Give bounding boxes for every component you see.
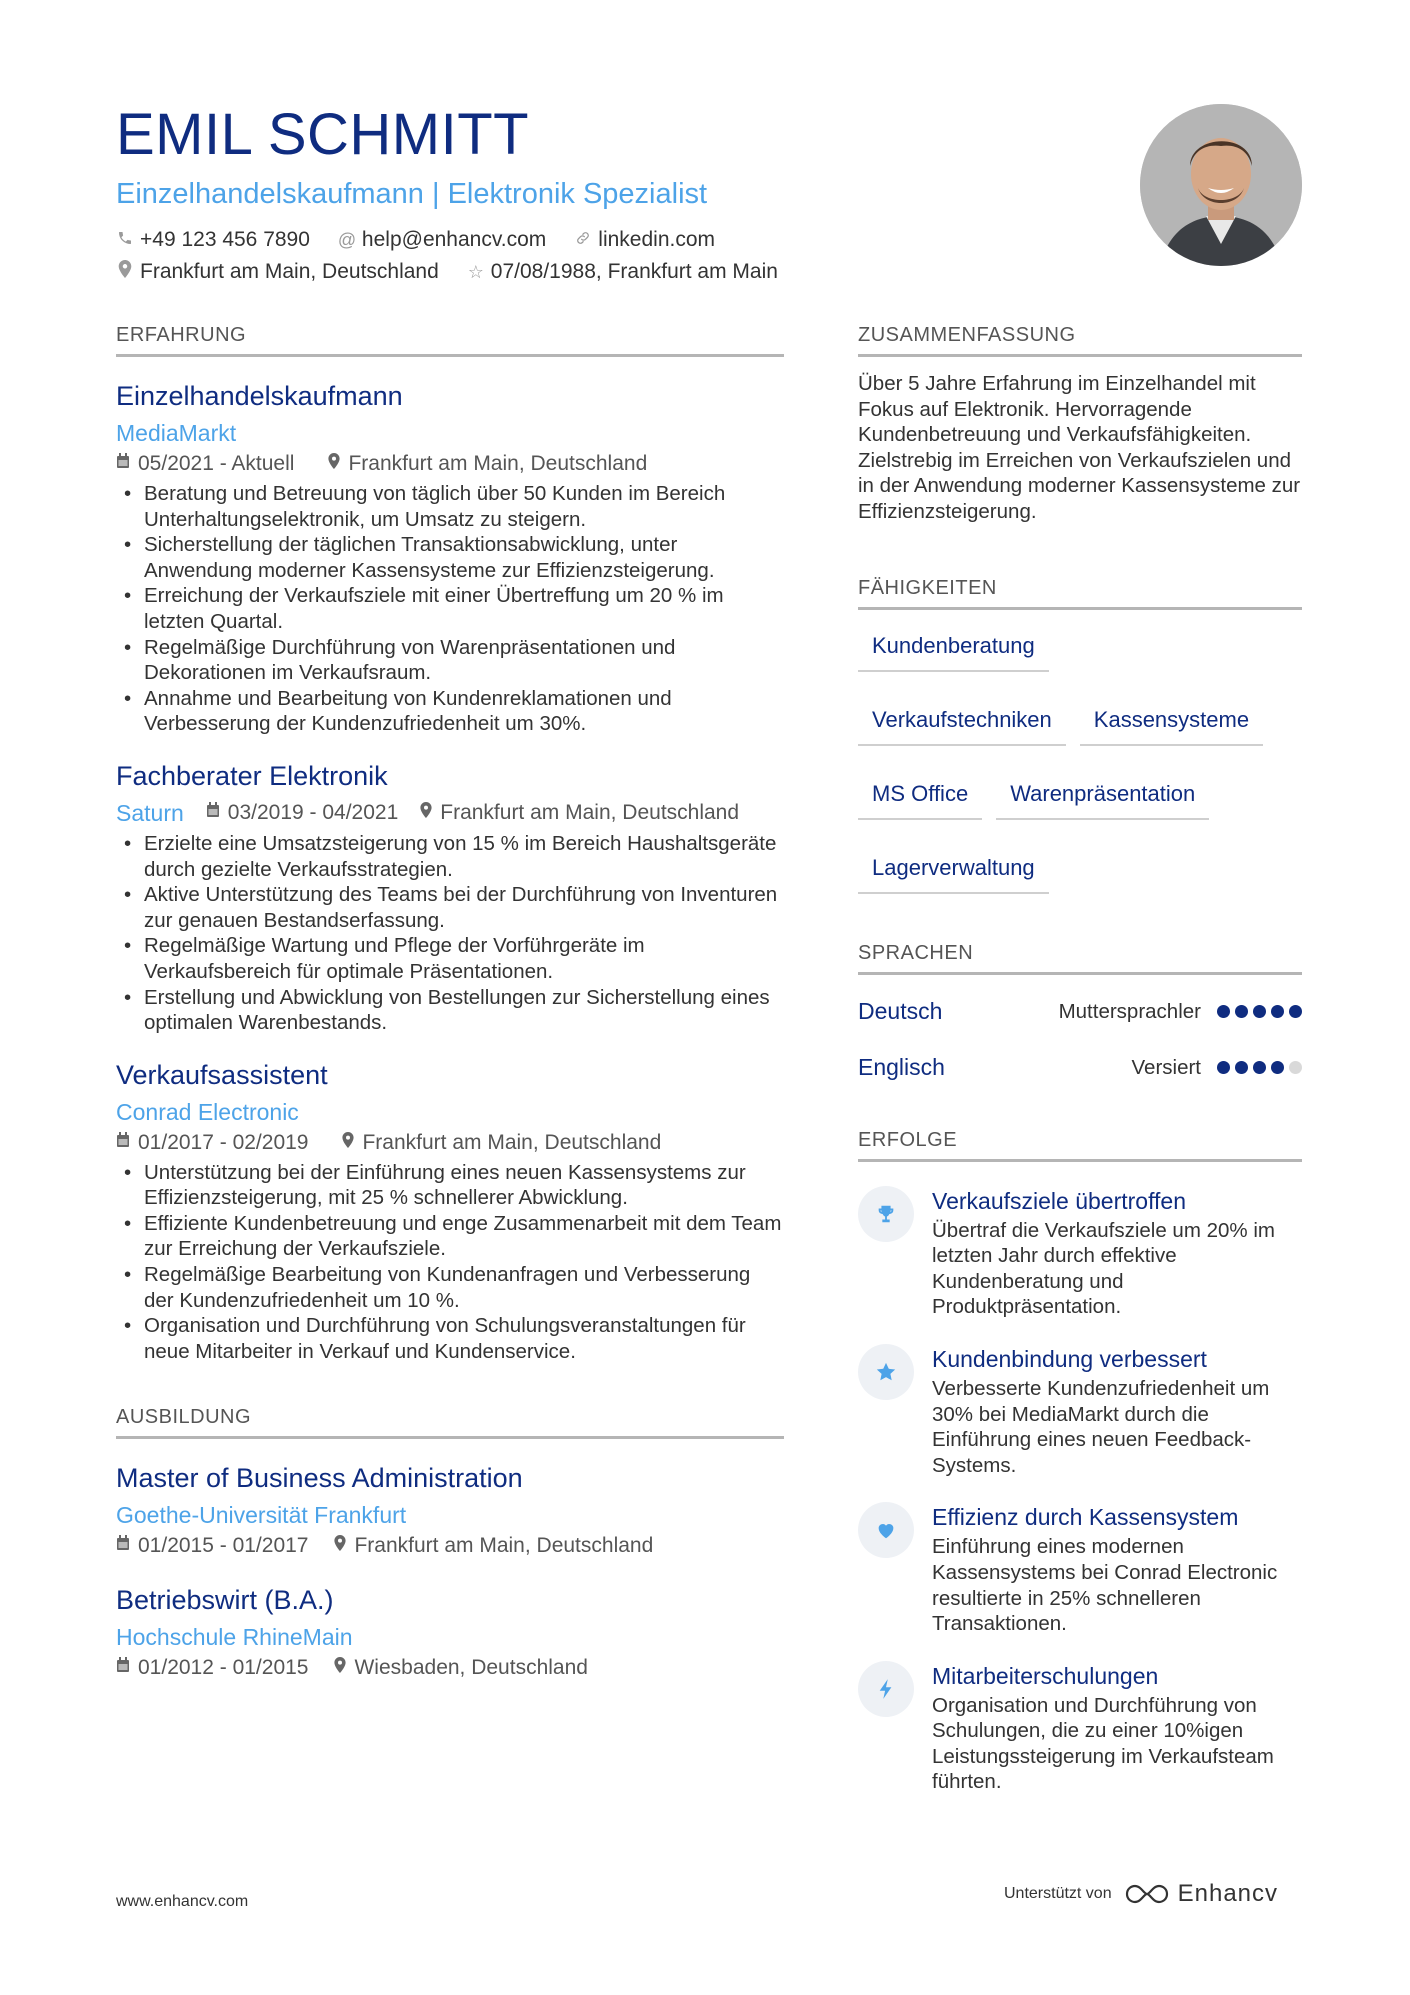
enhancv-logo[interactable] (1124, 1880, 1278, 1908)
education-location: Wiesbaden, Deutschland (354, 1656, 588, 1680)
calendar-icon (116, 1653, 130, 1683)
company-name: MediaMarkt (116, 420, 237, 446)
education-dates: 01/2015 - 01/2017 (138, 1534, 309, 1558)
header (116, 104, 1116, 288)
job-entry (116, 1058, 784, 1365)
brand-name: Enhancv (1177, 1880, 1279, 1907)
job-dates: 03/2019 - 04/2021 (227, 800, 399, 824)
calendar-icon (116, 1128, 130, 1158)
bullet-item: • Erstellung und Abwicklung von Bestellungen zur Sicherstellung eines optimalen Warenbestands. (116, 985, 784, 1036)
bullet-item: • Regelmäßige Durchführung von Warenpräsentationen und Dekorationen im Verkaufsraum. (116, 635, 784, 686)
language-row (858, 1049, 1302, 1087)
language-level: Muttersprachler (1058, 999, 1201, 1023)
degree-title: Betriebswirt (B.A.) (116, 1585, 334, 1616)
achievement-title: Effizienz durch Kassensystem (932, 1504, 1239, 1531)
job-location: Frankfurt am Main, Deutschland (362, 1130, 662, 1154)
bullet-item: • Annahme und Bearbeitung von Kundenreklamationen und Verbesserung der Kundenzufriedenheit um 30%. (116, 686, 784, 737)
candidate-name: EMIL SCHMITT (116, 102, 530, 167)
phone-text: +49 123 456 7890 (140, 228, 310, 251)
heart-icon (858, 1502, 914, 1558)
job-meta (116, 797, 784, 829)
education-entry (116, 1583, 784, 1683)
achievement-item (858, 1186, 1302, 1320)
location-text: Frankfurt am Main, Deutschland (140, 260, 439, 283)
at-icon: @ (337, 230, 357, 250)
bullet-item: • Erreichung der Verkaufsziele mit einer Übertreffung um 20 % im letzten Quartal. (116, 583, 784, 634)
email-text[interactable]: help@enhancv.com (361, 228, 547, 251)
skill-tag: Verkaufstechniken (858, 700, 1066, 746)
bolt-icon (858, 1661, 914, 1717)
bullet-item: • Aktive Unterstützung des Teams bei der Durchführung von Inventuren zur genauen Bestandserfassung. (116, 882, 784, 933)
achievement-title: Kundenbindung verbessert (932, 1345, 1207, 1372)
contact-linkedin[interactable] (574, 224, 715, 256)
calendar-icon (116, 449, 130, 479)
enhancv-mark-icon (1124, 1882, 1170, 1906)
achievement-item (858, 1344, 1302, 1478)
bullet-item: • Sicherstellung der täglichen Transaktionsabwicklung, unter Anwendung moderner Kassensysteme zur Effizienzsteigerung. (116, 532, 784, 583)
section-title-achievements: ERFOLGE (858, 1127, 1302, 1162)
avatar (1140, 104, 1302, 266)
location-pin-icon (420, 798, 432, 828)
star-icon (858, 1344, 914, 1400)
education-dates: 01/2012 - 01/2015 (138, 1656, 309, 1680)
language-name: Deutsch (858, 998, 943, 1025)
bullet-item: • Regelmäßige Wartung und Pflege der Vorführgeräte im Verkaufsbereich für optimale Präsentationen. (116, 933, 784, 984)
phone-icon (116, 224, 134, 256)
language-row (858, 993, 1302, 1031)
education-meta (116, 1531, 784, 1561)
location-pin-icon (334, 1531, 346, 1561)
skill-tag: Lagerverwaltung (858, 848, 1049, 894)
language-level: Versiert (1131, 1055, 1201, 1079)
summary-text: Über 5 Jahre Erfahrung im Einzelhandel mit Fokus auf Elektronik. Hervorragende Kundenbetreuung und Verkaufsfähigkeiten. Zielstrebig im Erreichen von Verkaufszielen und in der Anwendung moderner Kassensysteme zur Effizienzsteigerung. (858, 372, 1301, 523)
contact-location (116, 256, 439, 288)
powered-by-text: Unterstützt von (1004, 1885, 1112, 1902)
contact-phone (116, 224, 310, 256)
rating-dot-filled (1271, 1005, 1284, 1018)
rating-dot-filled (1289, 1005, 1302, 1018)
education-entry (116, 1461, 784, 1561)
achievement-desc: Einführung eines modernen Kassensystems bei Conrad Electronic resultierte in 25% schnelleren Transaktionen. (932, 1535, 1278, 1636)
achievement-title: Mitarbeiterschulungen (932, 1662, 1159, 1689)
school-name: Goethe-Universität Frankfurt (116, 1502, 407, 1529)
link-icon (574, 224, 592, 256)
bullet-item: • Regelmäßige Bearbeitung von Kundenanfragen und Verbesserung der Kundenzufriedenheit um 10 %. (116, 1262, 784, 1313)
language-rating (1217, 1061, 1302, 1074)
skills-list (858, 626, 1302, 894)
skill-tag: Kassensysteme (1080, 700, 1263, 746)
skill-tag: Warenpräsentation (996, 774, 1209, 820)
section-title-education: AUSBILDUNG (116, 1404, 784, 1439)
rating-dot-filled (1217, 1061, 1230, 1074)
achievement-desc: Verbesserte Kundenzufriedenheit um 30% bei MediaMarkt durch die Einführung eines neuen Feedback-Systems. (932, 1376, 1270, 1477)
job-dates: 05/2021 - Aktuell (138, 452, 295, 475)
left-column (116, 322, 784, 1683)
education-location: Frankfurt am Main, Deutschland (354, 1534, 654, 1558)
linkedin-text[interactable]: linkedin.com (598, 228, 716, 251)
achievement-desc: Organisation und Durchführung von Schulungen, die zu einer 10%igen Leistungssteigerung im Verkaufsteam führten. (932, 1693, 1274, 1794)
section-title-languages: SPRACHEN (858, 940, 1302, 975)
rating-dot-filled (1235, 1061, 1248, 1074)
rating-dot-filled (1253, 1061, 1266, 1074)
location-pin-icon (116, 256, 134, 288)
rating-dot-filled (1271, 1061, 1284, 1074)
bullet-item: • Beratung und Betreuung von täglich über 50 Kunden im Bereich Unterhaltungselektronik, um Umsatz zu steigern. (116, 481, 784, 532)
section-title-summary: ZUSAMMENFASSUNG (858, 322, 1302, 357)
rating-dot-filled (1253, 1005, 1266, 1018)
achievement-item (858, 1661, 1302, 1795)
contact-email[interactable] (338, 224, 546, 256)
rating-dot-empty (1289, 1061, 1302, 1074)
job-entry (116, 759, 784, 1036)
job-location: Frankfurt am Main, Deutschland (440, 800, 740, 824)
job-dates: 01/2017 - 02/2019 (138, 1130, 309, 1154)
trophy-icon (858, 1186, 914, 1242)
company-name: Saturn (116, 799, 184, 826)
skill-tag: Kundenberatung (858, 626, 1049, 672)
bullet-item: • Organisation und Durchführung von Schulungsveranstaltungen für neue Mitarbeiter in Verkauf und Kundenservice. (116, 1313, 784, 1364)
location-pin-icon (328, 449, 340, 479)
rating-dot-filled (1217, 1005, 1230, 1018)
language-name: Englisch (858, 1054, 945, 1081)
job-title: Verkaufsassistent (116, 1059, 328, 1090)
right-column (858, 322, 1302, 1795)
job-title: Einzelhandelskaufmann (116, 381, 403, 411)
calendar-icon (116, 1531, 130, 1561)
contact-block (116, 224, 1116, 288)
bullet-item: • Effiziente Kundenbetreuung und enge Zusammenarbeit mit dem Team zur Erreichung der Verkaufsziele. (116, 1211, 784, 1262)
achievement-item (858, 1502, 1302, 1636)
candidate-title: Einzelhandelskaufmann | Elektronik Spezialist (116, 178, 708, 210)
location-pin-icon (342, 1128, 354, 1158)
education-meta (116, 1653, 784, 1683)
job-location: Frankfurt am Main, Deutschland (348, 452, 648, 475)
contact-birth (467, 256, 778, 288)
bullet-item: • Unterstützung bei der Einführung eines neuen Kassensystems zur Effizienzsteigerung, mit 25 % schnellerer Abwicklung. (116, 1160, 784, 1211)
star-outline-icon: ☆ (467, 262, 484, 282)
achievement-title: Verkaufsziele übertroffen (932, 1187, 1187, 1214)
bullet-item: • Erzielte eine Umsatzsteigerung von 15 % im Bereich Haushaltsgeräte durch gezielte Verkaufsstrategien. (116, 831, 784, 882)
degree-title: Master of Business Administration (116, 1463, 523, 1494)
footer-website[interactable]: www.enhancv.com (116, 1893, 249, 1910)
footer-branding (1004, 1880, 1278, 1908)
calendar-icon (206, 798, 220, 828)
job-bullets (116, 831, 784, 1036)
location-pin-icon (334, 1653, 346, 1683)
job-title: Fachberater Elektronik (116, 760, 388, 791)
school-name: Hochschule RhineMain (116, 1624, 353, 1651)
job-meta (116, 449, 784, 479)
job-bullets (116, 1160, 784, 1365)
birth-text: 07/08/1988, Frankfurt am Main (490, 260, 778, 283)
section-title-skills: FÄHIGKEITEN (858, 575, 1302, 610)
language-rating (1217, 1005, 1302, 1018)
achievement-desc: Übertraf die Verkaufsziele um 20% im letzten Jahr durch effektive Kundenberatung und Produktpräsentation. (932, 1218, 1275, 1319)
section-title-experience: ERFAHRUNG (116, 322, 784, 357)
skill-tag: MS Office (858, 774, 982, 820)
company-name: Conrad Electronic (116, 1098, 299, 1125)
rating-dot-filled (1235, 1005, 1248, 1018)
job-meta (116, 1128, 784, 1158)
job-entry (116, 379, 784, 737)
job-bullets (116, 481, 784, 737)
